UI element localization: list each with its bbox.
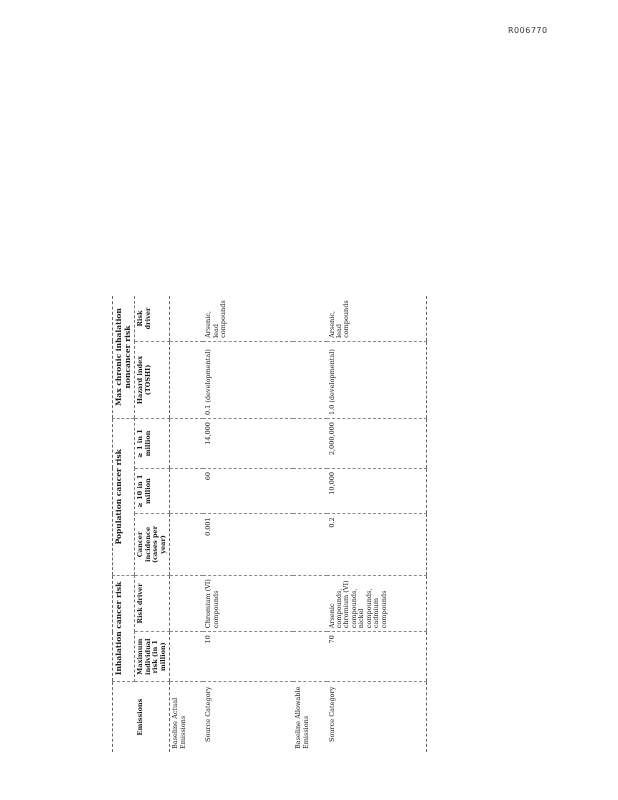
cell-ge10: 10,000 xyxy=(327,468,427,513)
group-noncancer: Max chronic inhalation noncancer risk xyxy=(113,296,135,419)
cell-mir: 70 xyxy=(327,632,427,682)
subhead-mir: Maximum individual risk (in 1 million) xyxy=(135,632,170,682)
subhead-risk-driver: Risk driver xyxy=(135,575,170,632)
row-source-label: Source Category xyxy=(327,686,336,742)
group-population-cancer: Population cancer risk xyxy=(113,419,135,576)
risk-table xyxy=(112,296,427,752)
subhead-hi-driver: Risk driver xyxy=(135,296,170,341)
cell-incidence: 0.001 xyxy=(203,514,293,575)
subhead-ge1: ≥ 1 in 1 million xyxy=(135,419,170,469)
table-row xyxy=(203,296,293,752)
cell-ge1: 2,000,000 xyxy=(327,419,427,469)
cell-incidence: 0.2 xyxy=(327,514,427,575)
subhead-incidence: Cancer incidence (cases per year) xyxy=(135,514,170,575)
row-source-label: Source Category xyxy=(204,686,213,742)
cell-risk-driver: Chromium (VI) compounds xyxy=(203,575,293,632)
row-category-label: Baseline Allowable Emissions xyxy=(294,686,310,749)
cell-hi-driver: Arsenic, lead compounds xyxy=(327,296,427,341)
cell-mir: 10 xyxy=(203,632,293,682)
subhead-hazard-index: Hazard index (TOSHI) xyxy=(135,341,170,418)
subhead-ge10: ≥ 10 in 1 million xyxy=(135,468,170,513)
row-category-label: Baseline Actual Emissions xyxy=(171,697,187,749)
cell-hi-driver: Arsenic, lead compounds xyxy=(203,296,293,341)
cell-ge10: 60 xyxy=(203,468,293,513)
emissions-header: Emissions xyxy=(136,698,145,736)
cell-hazard-index: 0.1 (developmental) xyxy=(203,341,293,418)
cell-ge1: 14,000 xyxy=(203,419,293,469)
table-row-category xyxy=(293,296,326,752)
group-header-row xyxy=(113,296,135,752)
document-id: R006770 xyxy=(508,26,548,35)
cell-hazard-index: 1.0 (developmental) xyxy=(327,341,427,418)
rotated-table-container xyxy=(112,296,427,752)
table-row-category xyxy=(170,296,204,752)
cell-risk-driver: Arsenic compounds, chromium (VI) compounds, nickel compounds, cadmium compounds xyxy=(327,575,427,632)
group-inhalation-cancer: Inhalation cancer risk xyxy=(113,575,135,682)
table-row xyxy=(327,296,427,752)
